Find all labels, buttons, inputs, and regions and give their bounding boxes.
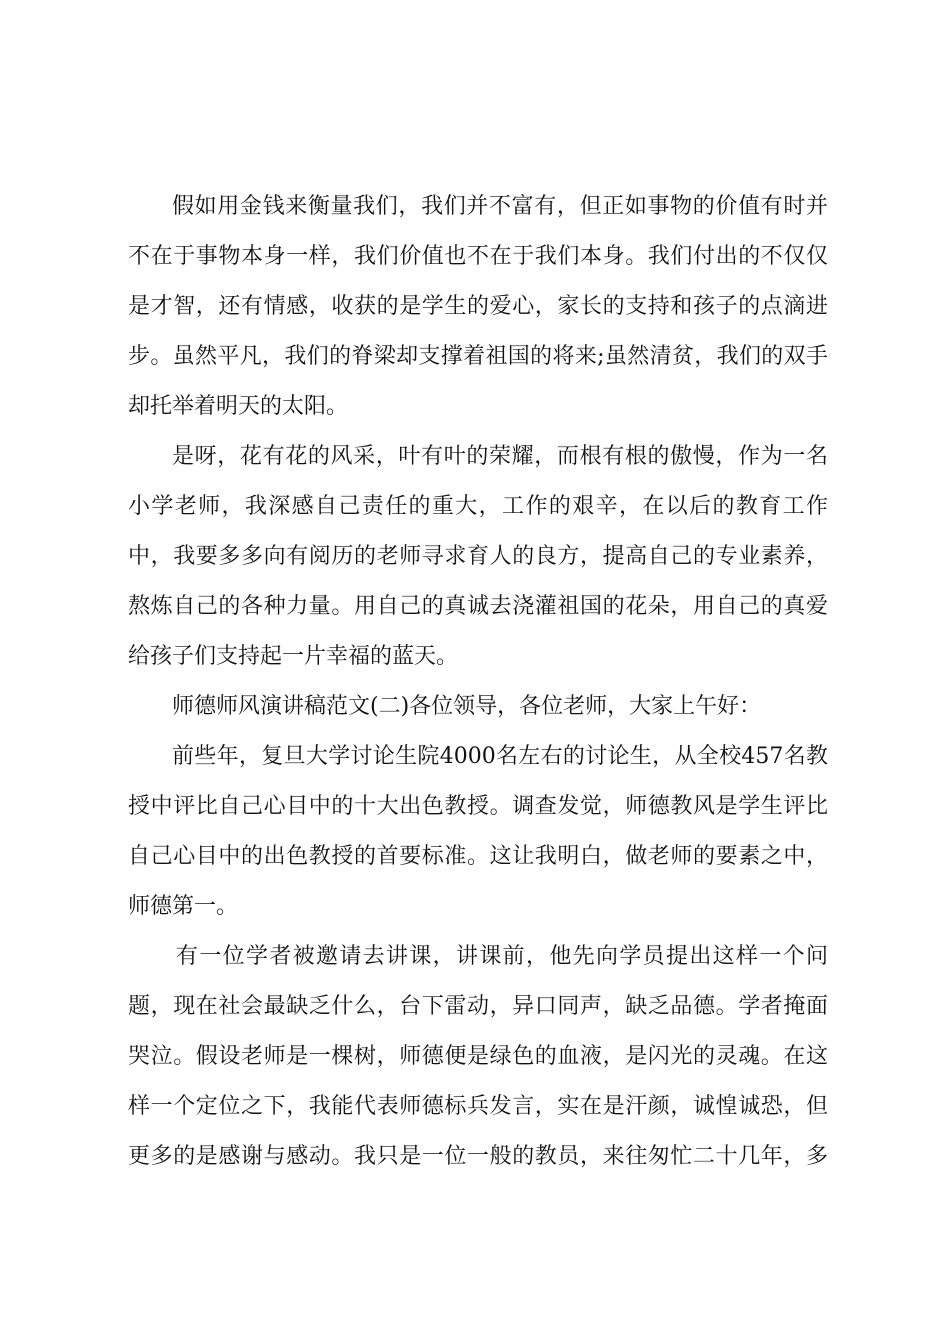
paragraph-5-line-1: 有一位学者被邀请去讲课，讲课前，他先向学员提出这样一个问 — [176, 944, 828, 969]
paragraph-4-line-4: 师德第一。 — [128, 894, 239, 919]
paragraph-1-line-3: 是才智，还有情感，收获的是学生的爱心，家长的支持和孩子的点滴进 — [128, 294, 828, 319]
paragraph-2-line-4: 熬炼自己的各种力量。用自己的真诚去浇灌祖国的花朵，用自己的真爱 — [128, 594, 828, 619]
paragraph-5-line-2: 题，现在社会最缺乏什么，台下雷动，异口同声，缺乏品德。学者掩面 — [128, 994, 828, 1019]
paragraph-4-line-2: 授中评比自己心目中的十大出色教授。调查发觉，师德教风是学生评比 — [128, 794, 828, 819]
speech-title-line: 师德师风演讲稿范文(二)各位领导，各位老师，大家上午好： — [172, 694, 762, 719]
paragraph-1-line-4: 步。虽然平凡，我们的脊梁却支撑着祖国的将来;虽然清贫，我们的双手 — [128, 344, 828, 369]
paragraph-5-line-4: 样一个定位之下，我能代表师德标兵发言，实在是汗颜，诚惶诚恐，但 — [128, 1094, 828, 1119]
paragraph-2-line-5: 给孩子们支持起一片幸福的蓝天。 — [128, 644, 459, 669]
paragraph-1-line-1: 假如用金钱来衡量我们，我们并不富有，但正如事物的价值有时并 — [172, 194, 828, 219]
paragraph-4-line-3: 自己心目中的出色教授的首要标准。这让我明白，做老师的要素之中， — [128, 844, 828, 869]
paragraph-1-line-2: 不在于事物本身一样，我们价值也不在于我们本身。我们付出的不仅仅 — [128, 244, 828, 269]
paragraph-2-line-2: 小学老师，我深感自己责任的重大，工作的艰辛，在以后的教育工作 — [128, 494, 828, 519]
paragraph-2-line-1: 是呀，花有花的风采，叶有叶的荣耀，而根有根的傲慢，作为一名 — [172, 444, 828, 469]
paragraph-1-line-5: 却托举着明天的太阳。 — [128, 394, 349, 419]
paragraph-2-line-3: 中，我要多多向有阅历的老师寻求育人的良方，提高自己的专业素养， — [128, 544, 828, 569]
paragraph-4-line-1: 前些年，复旦大学讨论生院4000名左右的讨论生，从全校457名教 — [172, 744, 828, 769]
paragraph-5-line-3: 哭泣。假设老师是一棵树，师德便是绿色的血液，是闪光的灵魂。在这 — [128, 1044, 828, 1069]
paragraph-5-line-5: 更多的是感谢与感动。我只是一位一般的教员，来往匆忙二十几年，多 — [128, 1144, 828, 1169]
